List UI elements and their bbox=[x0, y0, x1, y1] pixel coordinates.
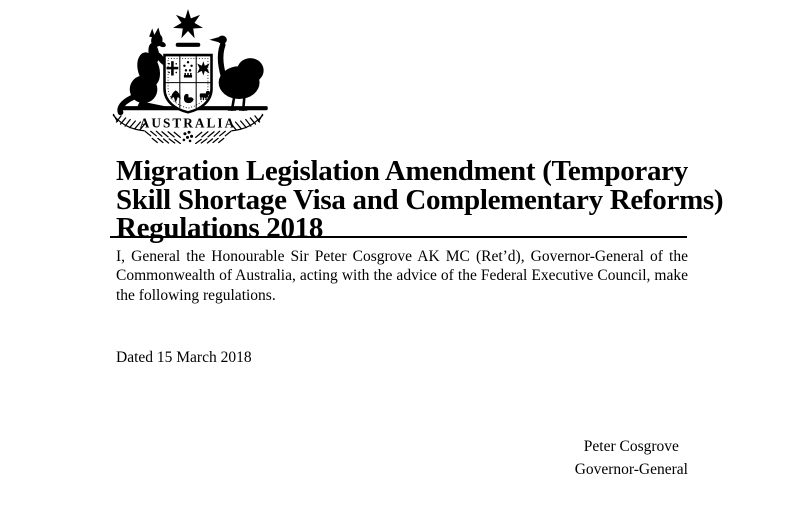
australia-banner-text: AUSTRALIA bbox=[139, 115, 237, 131]
signatory-role: Governor-General bbox=[574, 460, 688, 478]
commonwealth-star-icon bbox=[173, 9, 203, 47]
shield bbox=[164, 55, 211, 112]
document-title-line-3: Regulations 2018 bbox=[116, 212, 324, 244]
coat-of-arms-graphic bbox=[96, 6, 280, 144]
title-rule bbox=[110, 236, 687, 238]
preamble-text: I, General the Honourable Sir Peter Cosgrove AK MC (Ret’d), Governor-General of the Commonwealth of Australia, acting with the advice of the Federal Executive Council, make the following regulations. bbox=[116, 248, 688, 304]
signature-block bbox=[575, 436, 688, 481]
dated-line: Dated 15 March 2018 bbox=[116, 349, 252, 366]
signatory-name: Peter Cosgrove bbox=[583, 438, 679, 455]
kangaroo-icon bbox=[120, 27, 168, 112]
document-title-line-2: Skill Shortage Visa and Complementary Reforms) bbox=[116, 183, 724, 216]
commonwealth-coat-of-arms bbox=[96, 6, 280, 144]
document-title-line-1: Migration Legislation Amendment (Temporary bbox=[116, 155, 688, 187]
document-title bbox=[116, 155, 724, 244]
emu-icon bbox=[209, 36, 263, 110]
